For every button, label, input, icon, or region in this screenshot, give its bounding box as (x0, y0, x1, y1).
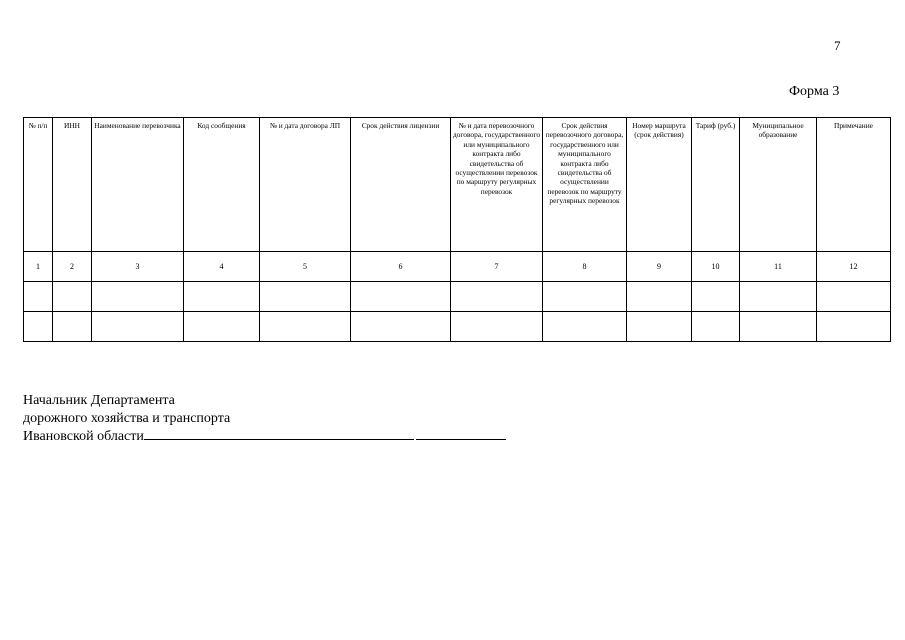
page-number: 7 (834, 38, 841, 53)
header-cell: ИНН (53, 118, 92, 252)
empty-cell (627, 282, 692, 312)
empty-cell (692, 312, 740, 342)
header-cell: № и дата договора ЛП (260, 118, 351, 252)
column-number-cell: 11 (740, 252, 817, 282)
column-number-cell: 6 (351, 252, 451, 282)
column-number-cell: 8 (543, 252, 627, 282)
column-number-cell: 9 (627, 252, 692, 282)
header-cell: № п/п (24, 118, 53, 252)
column-number-cell: 4 (184, 252, 260, 282)
header-cell: Номер маршрута (срок действия) (627, 118, 692, 252)
signature-line-2: дорожного хозяйства и транспорта (23, 411, 231, 426)
column-number-cell: 7 (451, 252, 543, 282)
signature-underline (144, 439, 414, 440)
empty-cell (24, 312, 53, 342)
empty-cell (53, 312, 92, 342)
empty-cell (24, 282, 53, 312)
form-label: Форма 3 (789, 84, 840, 99)
empty-cell (543, 312, 627, 342)
column-number-cell: 1 (24, 252, 53, 282)
register-table (23, 117, 891, 342)
empty-cell (184, 312, 260, 342)
empty-cell (92, 282, 184, 312)
empty-cell (260, 312, 351, 342)
signature-name-underline (416, 439, 506, 440)
column-number-cell: 5 (260, 252, 351, 282)
empty-cell (740, 282, 817, 312)
column-number-cell: 3 (92, 252, 184, 282)
table-row (24, 312, 891, 342)
empty-cell (351, 312, 451, 342)
signature-line-1: Начальник Департамента (23, 393, 175, 408)
empty-cell (53, 282, 92, 312)
empty-cell (451, 312, 543, 342)
column-number-cell: 12 (817, 252, 891, 282)
header-cell: Наименование перевозчика (92, 118, 184, 252)
header-cell: Примечание (817, 118, 891, 252)
column-number-cell: 2 (53, 252, 92, 282)
empty-cell (184, 282, 260, 312)
empty-cell (692, 282, 740, 312)
signature-region-label: Ивановской области (23, 429, 144, 444)
empty-cell (817, 312, 891, 342)
empty-cell (451, 282, 543, 312)
empty-cell (351, 282, 451, 312)
signature-line-3 (23, 428, 506, 446)
empty-cell (627, 312, 692, 342)
signature-block (23, 392, 506, 446)
empty-cell (92, 312, 184, 342)
header-cell: Муниципальное образование (740, 118, 817, 252)
column-number-row (24, 252, 891, 282)
header-cell: Тариф (руб.) (692, 118, 740, 252)
header-cell: Код сообщения (184, 118, 260, 252)
column-number-cell: 10 (692, 252, 740, 282)
empty-cell (260, 282, 351, 312)
table-header-row (24, 118, 891, 252)
empty-cell (817, 282, 891, 312)
header-cell: Срок действия перевозочного договора, государственного или муниципального контракта либо свидетельства об осуществлении перевозок по маршруту регулярных перевозок (543, 118, 627, 252)
table-row (24, 282, 891, 312)
header-cell: Срок действия лицензии (351, 118, 451, 252)
empty-cell (740, 312, 817, 342)
empty-cell (543, 282, 627, 312)
header-cell: № и дата перевозочного договора, государственного или муниципального контракта либо свидетельства об осуществлении перевозок по маршруту регулярных перевозок (451, 118, 543, 252)
